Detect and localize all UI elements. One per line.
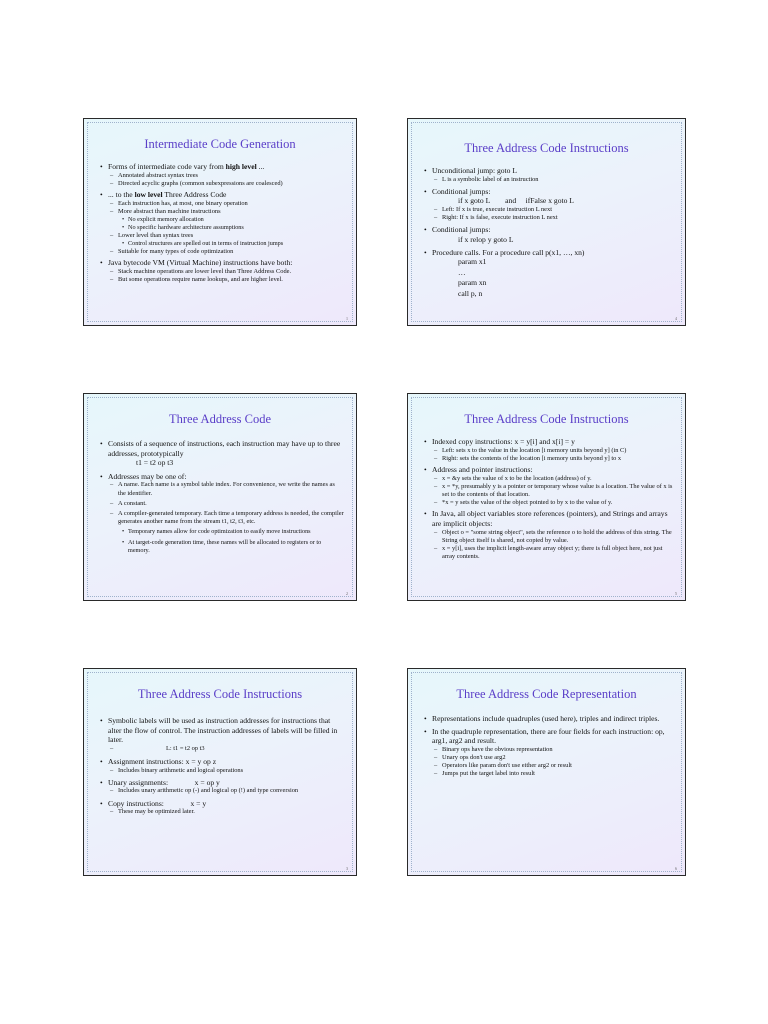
sub-bullet-item: – x = *y, presumably y is a pointer or temporary whose value is a location. The value of x is set to the contents of that location. — [420, 483, 673, 499]
slide-intermediate-code-generation — [83, 118, 357, 326]
bullet-item: • Unary assignments: x = op y — [96, 778, 344, 788]
bullet-item: • Symbolic labels will be used as instruction addresses for instructions that alter the flow of control. The instruction addresses of labels will be filled in later. — [96, 716, 344, 745]
sub-bullet-item: – Stack machine operations are lower level than Three Address Code. — [96, 268, 344, 276]
slide-title: Three Address Code Instructions — [137, 687, 303, 701]
sub-sub-bullet-item: • At target-code generation time, these names will be allocated to registers or to memory. — [96, 539, 344, 555]
page-number: 2 — [346, 591, 348, 596]
slide-three-address-code-instructions-copy — [407, 393, 686, 601]
bullet-item: • Representations include quadruples (used here), triples and indirect triples. — [420, 714, 673, 724]
code-line: param x1 — [458, 257, 487, 267]
code-line: t1 = t2 op t3 — [136, 458, 174, 468]
page-number: 4 — [675, 316, 677, 321]
bullet-item: • Procedure calls. For a procedure call p(x1, …, xn) — [420, 248, 673, 258]
bullet-list — [420, 714, 673, 779]
code-line: call p, n — [458, 288, 483, 298]
slide-three-address-code-representation — [407, 668, 686, 876]
bullet-text: ... to the — [108, 190, 135, 199]
sub-bullet-item: – Right: If x is false, execute instruction L next — [420, 214, 673, 222]
code-line: – L: t1 = t2 op t3 — [96, 745, 344, 753]
sub-bullet-item: – Includes binary arithmetic and logical operations — [96, 767, 344, 775]
sub-sub-bullet-item: • Control structures are spelled out in terms of instruction jumps — [96, 240, 344, 248]
slide-title: Three Address Code Instructions — [464, 141, 629, 155]
bullet-item: • Indexed copy instructions: x = y[i] and x[i] = y — [420, 437, 673, 447]
sub-bullet-item: – Operators like param don't use either arg2 or result — [420, 762, 673, 770]
sub-bullet-item: – Unary ops don't use arg2 — [420, 754, 673, 762]
bullet-item — [96, 190, 344, 200]
bullet-item: • In Java, all object variables store references (pointers), and Strings and arrays are implicit objects: — [420, 509, 673, 528]
bullet-text: ... — [256, 162, 265, 171]
sub-bullet-item: – Left: sets x to the value in the location [i memory units beyond y] (in C) — [420, 447, 673, 455]
sub-bullet-item: – But some operations require name lookups, and are higher level. — [96, 276, 344, 284]
page-number: 6 — [675, 866, 677, 871]
code-line: if x goto L and ifFalse x goto L — [458, 196, 574, 206]
bullet-text: Forms of intermediate code vary from — [108, 162, 226, 171]
sub-bullet-item: – More abstract than machine instructions — [96, 208, 344, 216]
bullet-item: • Conditional jumps: — [420, 225, 673, 235]
sub-sub-bullet-item: • No specific hardware architecture assumptions — [96, 224, 344, 232]
page-number: 5 — [675, 591, 677, 596]
bullet-text: Three Address Code — [162, 190, 227, 199]
sub-bullet-item: – x = &y sets the value of x to be the location (address) of y. — [420, 475, 673, 483]
code-line: … — [458, 267, 466, 277]
slide-title: Three Address Code — [168, 412, 272, 426]
sub-bullet-item: – These may be optimized later. — [96, 808, 344, 816]
sub-bullet-item: – x = y[i], uses the implicit length-aware array object y; there is full object here, not just array contents. — [420, 545, 673, 561]
bullet-bold: low level — [134, 190, 163, 199]
bullet-list — [96, 439, 344, 555]
slide-three-address-code-instructions-jumps — [407, 118, 686, 326]
slide-title: Three Address Code Representation — [456, 687, 637, 701]
bullet-item: • Consists of a sequence of instructions, each instruction may have up to three addresses, prototypically — [96, 439, 344, 458]
sub-bullet-item: – A constant. — [96, 500, 344, 508]
sub-bullet-item: – Annotated abstract syntax trees — [96, 172, 344, 180]
sub-bullet-item: – Directed acyclic graphs (common subexpressions are coalesced) — [96, 180, 344, 188]
slide-three-address-code — [83, 393, 357, 601]
sub-bullet-item: – L is a symbolic label of an instruction — [420, 176, 673, 184]
sub-sub-bullet-item: • No explicit memory allocation — [96, 216, 344, 224]
bullet-item: • Address and pointer instructions: — [420, 465, 673, 475]
sub-bullet-item: – Each instruction has, at most, one binary operation — [96, 200, 344, 208]
sub-sub-bullet-item: • Temporary names allow for code optimization to easily move instructions — [96, 528, 344, 536]
sub-bullet-item: – Includes unary arithmetic op (-) and logical op (!) and type conversion — [96, 787, 344, 795]
bullet-list — [96, 716, 344, 816]
bullet-list — [420, 166, 673, 299]
bullet-bold: high level — [225, 162, 257, 171]
bullet-item: • Java bytecode VM (Virtual Machine) instructions have both: — [96, 258, 344, 268]
slide-title: Intermediate Code Generation — [144, 137, 296, 151]
code-line: if x relop y goto L — [458, 234, 514, 244]
bullet-item: • Unconditional jump: goto L — [420, 166, 673, 176]
bullet-item: • Assignment instructions: x = y op z — [96, 757, 344, 767]
code-line: param xn — [458, 278, 487, 288]
sub-bullet-item: – Object o = "some string object", sets the reference o to hold the address of this string. The String object itself is shared, not copied by value. — [420, 529, 673, 545]
sub-bullet-item: – Left: If x is true, execute instruction L next — [420, 206, 673, 214]
page-number: 1 — [346, 316, 348, 321]
bullet-item: • Addresses may be one of: — [96, 472, 344, 482]
slide-three-address-code-instructions-labels — [83, 668, 357, 876]
sub-bullet-item: – Jumps put the target label into result — [420, 770, 673, 778]
sub-bullet-item: – A name. Each name is a symbol table index. For convenience, we write the names as the identifier. — [96, 481, 344, 497]
bullet-item: • In the quadruple representation, there are four fields for each instruction: op, arg1, arg2 and result. — [420, 727, 673, 746]
bullet-item: • Copy instructions: x = y — [96, 799, 344, 809]
sub-bullet-item: – A compiler-generated temporary. Each time a temporary address is needed, the compiler generates another name from the stream t1, t2, t3, etc. — [96, 510, 344, 526]
sub-bullet-item: – *x = y sets the value of the object pointed to by x to the value of y. — [420, 499, 673, 507]
slide-title: Three Address Code Instructions — [464, 412, 629, 426]
bullet-list — [96, 162, 344, 284]
sub-bullet-item: – Binary ops have the obvious representation — [420, 746, 673, 754]
bullet-list — [420, 437, 673, 561]
sub-bullet-item: – Suitable for many types of code optimization — [96, 248, 344, 256]
bullet-item — [96, 162, 344, 172]
sub-bullet-item: – Lower level than syntax trees — [96, 232, 344, 240]
page-number: 3 — [346, 866, 348, 871]
bullet-item: • Conditional jumps: — [420, 187, 673, 197]
sub-bullet-item: – Right: sets the contents of the location [i memory units beyond y] to x — [420, 455, 673, 463]
